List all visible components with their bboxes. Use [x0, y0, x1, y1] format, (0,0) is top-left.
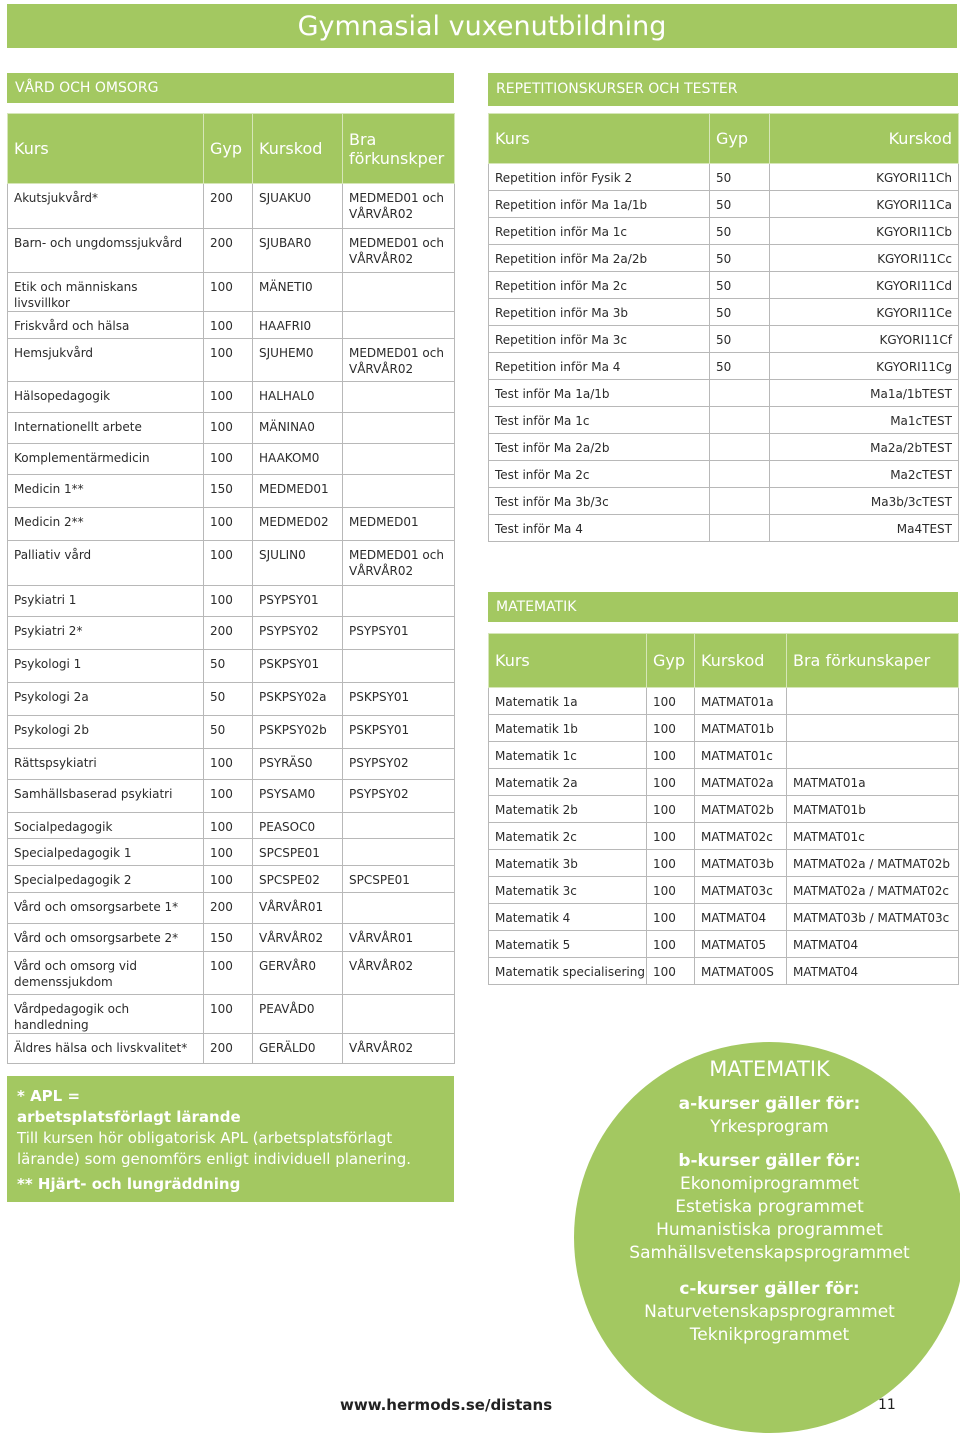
table-row: [489, 931, 959, 958]
table-cell: PSYPSY02: [343, 780, 455, 813]
table-cell: MATMAT03b / MATMAT03c: [787, 904, 959, 931]
section-header-repetitionskurser: [488, 73, 958, 106]
table-cell: [787, 742, 959, 769]
table-cell: Medicin 1**: [8, 475, 204, 508]
table-cell: 100: [204, 780, 253, 813]
table-row: [8, 413, 455, 444]
table-cell: Matematik 1a: [489, 688, 647, 715]
table-cell: KGYORI11Cb: [770, 218, 959, 245]
table-row: [8, 650, 455, 683]
table-cell: Test inför Ma 3b/3c: [489, 488, 710, 515]
circle-group-a: [574, 1093, 960, 1139]
table-cell: 100: [204, 382, 253, 413]
table-cell: GERÄLD0: [253, 1034, 343, 1064]
table-cell: 100: [647, 904, 695, 931]
table-cell: 100: [647, 931, 695, 958]
table-cell: [710, 515, 770, 542]
table-cell: Test inför Ma 2c: [489, 461, 710, 488]
circle-group-item: Teknikprogrammet: [689, 1325, 850, 1345]
table-row: [489, 488, 959, 515]
table-header-row: [8, 114, 455, 184]
circle-group-label: c-kurser gäller för:: [679, 1279, 860, 1299]
table-cell: Ma1cTEST: [770, 407, 959, 434]
table-cell: [343, 839, 455, 866]
table-row: [489, 850, 959, 877]
table-cell: PSYRÄS0: [253, 749, 343, 780]
table-cell: SJUBAR0: [253, 229, 343, 273]
table-cell: Test inför Ma 2a/2b: [489, 434, 710, 461]
section-header-vard-och-omsorg: [7, 73, 454, 103]
table-row: [8, 866, 455, 893]
table-row: [489, 688, 959, 715]
table-cell: [343, 475, 455, 508]
table-cell: MÄNETI0: [253, 273, 343, 312]
table-row: [8, 382, 455, 413]
table-cell: [343, 995, 455, 1034]
table-cell: Test inför Ma 4: [489, 515, 710, 542]
table-cell: 100: [204, 813, 253, 839]
table-cell: VÅRVÅR01: [253, 893, 343, 924]
table-cell: KGYORI11Ca: [770, 191, 959, 218]
table-cell: [343, 586, 455, 617]
table-cell: HAAFRI0: [253, 312, 343, 339]
table-cell: Samhällsbaserad psykiatri: [8, 780, 204, 813]
matematik-table: [488, 633, 959, 985]
table-row: [489, 515, 959, 542]
table-row: [8, 444, 455, 475]
column-header-gyp: Gyp: [204, 114, 253, 184]
matematik-info-circle: [574, 1042, 960, 1433]
table-row: [8, 813, 455, 839]
table-cell: MÄNINA0: [253, 413, 343, 444]
table-cell: 200: [204, 893, 253, 924]
table-cell: Hemsjukvård: [8, 339, 204, 382]
table-cell: Repetition inför Ma 4: [489, 353, 710, 380]
table-cell: Socialpedagogik: [8, 813, 204, 839]
table-cell: Medicin 2**: [8, 508, 204, 541]
table-cell: Matematik 3b: [489, 850, 647, 877]
page-number: 11: [878, 1397, 896, 1413]
table-cell: [343, 893, 455, 924]
circle-group-b: [574, 1150, 960, 1265]
table-cell: PSYPSY02: [253, 617, 343, 650]
table-row: [489, 434, 959, 461]
table-cell: 100: [647, 796, 695, 823]
table-row: [489, 769, 959, 796]
table-cell: Hälsopedagogik: [8, 382, 204, 413]
apl-note-line: lärande) som genomförs enligt individuell planering.: [17, 1150, 411, 1168]
table-row: [489, 191, 959, 218]
table-cell: VÅRVÅR02: [343, 952, 455, 995]
table-cell: Ma1a/1bTEST: [770, 380, 959, 407]
table-row: [489, 715, 959, 742]
column-header-gyp: Gyp: [647, 634, 695, 688]
table-cell: Repetition inför Ma 2a/2b: [489, 245, 710, 272]
table-cell: Psykiatri 1: [8, 586, 204, 617]
table-row: [8, 1034, 455, 1064]
table-cell: 200: [204, 184, 253, 229]
table-cell: PSKPSY02b: [253, 716, 343, 749]
table-cell: Test inför Ma 1c: [489, 407, 710, 434]
table-cell: MATMAT01a: [695, 688, 787, 715]
table-row: [489, 218, 959, 245]
table-row: [489, 407, 959, 434]
table-cell: MATMAT01b: [695, 715, 787, 742]
table-cell: Vård och omsorgsarbete 1*: [8, 893, 204, 924]
table-row: [8, 475, 455, 508]
table-cell: 50: [710, 299, 770, 326]
apl-note-line: arbetsplatsförlagt lärande: [17, 1108, 241, 1126]
table-row: [8, 893, 455, 924]
table-cell: Repetition inför Fysik 2: [489, 164, 710, 191]
table-cell: 100: [204, 995, 253, 1034]
apl-note-line: * APL =: [17, 1087, 81, 1105]
table-cell: Psykologi 2b: [8, 716, 204, 749]
table-cell: MATMAT03b: [695, 850, 787, 877]
table-row: [489, 245, 959, 272]
table-cell: 50: [710, 191, 770, 218]
table-cell: 50: [710, 326, 770, 353]
table-cell: 150: [204, 924, 253, 952]
table-cell: MEDMED01: [253, 475, 343, 508]
table-row: [8, 995, 455, 1034]
table-cell: Etik och människans livsvillkor: [8, 273, 204, 312]
table-cell: MATMAT02a / MATMAT02b: [787, 850, 959, 877]
circle-group-label: a-kurser gäller för:: [678, 1094, 861, 1114]
table-cell: MATMAT04: [787, 931, 959, 958]
table-cell: [710, 488, 770, 515]
table-row: [8, 184, 455, 229]
table-cell: 50: [204, 716, 253, 749]
table-cell: 100: [647, 877, 695, 904]
table-cell: [343, 382, 455, 413]
table-cell: [710, 407, 770, 434]
table-row: [489, 326, 959, 353]
table-cell: MATMAT04: [695, 904, 787, 931]
table-cell: MATMAT02a / MATMAT02c: [787, 877, 959, 904]
table-cell: Matematik specialisering: [489, 958, 647, 985]
circle-group-c: [574, 1278, 960, 1347]
table-cell: Vårdpedagogik och handledning: [8, 995, 204, 1034]
table-cell: SJULIN0: [253, 541, 343, 586]
table-row: [8, 273, 455, 312]
apl-note: [7, 1076, 454, 1202]
table-cell: MATMAT02c: [695, 823, 787, 850]
table-cell: Ma2cTEST: [770, 461, 959, 488]
table-cell: Matematik 2a: [489, 769, 647, 796]
table-cell: VÅRVÅR02: [343, 1034, 455, 1064]
table-cell: Matematik 5: [489, 931, 647, 958]
table-cell: SJUAKU0: [253, 184, 343, 229]
table-header-row: [489, 634, 959, 688]
table-row: [8, 716, 455, 749]
table-cell: 100: [204, 444, 253, 475]
table-cell: PSYPSY01: [253, 586, 343, 617]
table-cell: 50: [710, 218, 770, 245]
table-row: [8, 541, 455, 586]
table-cell: Repetition inför Ma 1c: [489, 218, 710, 245]
circle-title: MATEMATIK: [709, 1057, 830, 1081]
table-cell: 100: [647, 742, 695, 769]
circle-group-item: Humanistiska programmet: [656, 1220, 883, 1240]
table-cell: 100: [204, 866, 253, 893]
table-cell: KGYORI11Cf: [770, 326, 959, 353]
table-cell: KGYORI11Cc: [770, 245, 959, 272]
table-cell: MEDMED01: [343, 508, 455, 541]
circle-group-item: Yrkesprogram: [710, 1117, 829, 1137]
table-row: [8, 229, 455, 273]
table-cell: 100: [647, 769, 695, 796]
table-cell: PSKPSY01: [253, 650, 343, 683]
table-row: [489, 353, 959, 380]
table-cell: Palliativ vård: [8, 541, 204, 586]
table-cell: 100: [647, 850, 695, 877]
title-banner: [7, 4, 957, 48]
table-cell: 100: [647, 958, 695, 985]
table-row: [8, 586, 455, 617]
table-cell: Barn- och ungdomssjukvård: [8, 229, 204, 273]
table-row: [8, 617, 455, 650]
table-cell: Repetition inför Ma 3b: [489, 299, 710, 326]
table-cell: PEASOC0: [253, 813, 343, 839]
table-row: [8, 339, 455, 382]
column-header-gyp: Gyp: [710, 114, 770, 164]
table-row: [489, 877, 959, 904]
circle-group-item: Ekonomiprogrammet: [679, 1174, 860, 1194]
table-cell: PSKPSY01: [343, 683, 455, 716]
table-cell: 100: [204, 749, 253, 780]
table-cell: SPCSPE01: [253, 839, 343, 866]
section-title: MATEMATIK: [496, 599, 577, 615]
table-cell: 150: [204, 475, 253, 508]
table-cell: MEDMED01 och VÅRVÅR02: [343, 541, 455, 586]
table-cell: GERVÅR0: [253, 952, 343, 995]
table-row: [8, 683, 455, 716]
table-cell: KGYORI11Ce: [770, 299, 959, 326]
table-cell: 50: [710, 353, 770, 380]
table-cell: 100: [204, 952, 253, 995]
table-cell: [343, 444, 455, 475]
table-cell: MATMAT02b: [695, 796, 787, 823]
table-cell: 100: [204, 339, 253, 382]
table-cell: [787, 715, 959, 742]
table-row: [8, 508, 455, 541]
table-cell: Matematik 4: [489, 904, 647, 931]
column-header-forkunskaper: Bra förkunskaper: [787, 634, 959, 688]
table-cell: PSYPSY01: [343, 617, 455, 650]
table-cell: MEDMED01 och VÅRVÅR02: [343, 339, 455, 382]
table-cell: Vård och omsorgsarbete 2*: [8, 924, 204, 952]
table-cell: Test inför Ma 1a/1b: [489, 380, 710, 407]
circle-group-label: b-kurser gäller för:: [678, 1151, 861, 1171]
table-cell: [343, 413, 455, 444]
table-cell: SJUHEM0: [253, 339, 343, 382]
section-header-matematik: [488, 592, 958, 622]
table-cell: Repetition inför Ma 3c: [489, 326, 710, 353]
table-row: [489, 958, 959, 985]
table-cell: Ma2a/2bTEST: [770, 434, 959, 461]
table-cell: MATMAT01c: [695, 742, 787, 769]
table-cell: Internationellt arbete: [8, 413, 204, 444]
table-cell: 100: [204, 541, 253, 586]
table-cell: [710, 434, 770, 461]
column-header-kurskod: Kurskod: [770, 114, 959, 164]
table-cell: KGYORI11Ch: [770, 164, 959, 191]
table-cell: MATMAT01b: [787, 796, 959, 823]
table-cell: MATMAT04: [787, 958, 959, 985]
table-cell: MEDMED01 och VÅRVÅR02: [343, 184, 455, 229]
table-cell: 100: [647, 688, 695, 715]
page-title: Gymnasial vuxenutbildning: [297, 11, 667, 42]
table-cell: Friskvård och hälsa: [8, 312, 204, 339]
table-cell: 100: [204, 312, 253, 339]
column-header-kurskod: Kurskod: [253, 114, 343, 184]
table-cell: Ma4TEST: [770, 515, 959, 542]
table-cell: HALHAL0: [253, 382, 343, 413]
table-cell: Matematik 3c: [489, 877, 647, 904]
table-row: [489, 380, 959, 407]
table-row: [489, 796, 959, 823]
table-cell: Matematik 2c: [489, 823, 647, 850]
column-header-kurs: Kurs: [489, 114, 710, 164]
table-row: [489, 904, 959, 931]
apl-note-line: Till kursen hör obligatorisk APL (arbetsplatsförlagt: [17, 1129, 393, 1147]
table-cell: VÅRVÅR01: [343, 924, 455, 952]
table-cell: 100: [204, 839, 253, 866]
table-cell: [787, 688, 959, 715]
table-cell: PEAVÅD0: [253, 995, 343, 1034]
table-cell: VÅRVÅR02: [253, 924, 343, 952]
table-cell: Psykologi 1: [8, 650, 204, 683]
table-cell: Specialpedagogik 2: [8, 866, 204, 893]
circle-group-item: Naturvetenskapsprogrammet: [644, 1302, 895, 1322]
table-cell: HAAKOM0: [253, 444, 343, 475]
table-cell: MATMAT03c: [695, 877, 787, 904]
table-cell: PSKPSY01: [343, 716, 455, 749]
table-cell: 50: [204, 683, 253, 716]
table-cell: Matematik 1b: [489, 715, 647, 742]
table-cell: MATMAT00S: [695, 958, 787, 985]
footer-url[interactable]: www.hermods.se/distans: [340, 1396, 553, 1414]
table-cell: 200: [204, 1034, 253, 1064]
table-cell: [710, 461, 770, 488]
table-cell: [343, 650, 455, 683]
repetition-table: [488, 113, 959, 542]
circle-group-item: Estetiska programmet: [675, 1197, 864, 1217]
table-row: [8, 312, 455, 339]
table-cell: MEDMED01 och VÅRVÅR02: [343, 229, 455, 273]
table-cell: SPCSPE02: [253, 866, 343, 893]
table-cell: [343, 273, 455, 312]
table-cell: Komplementärmedicin: [8, 444, 204, 475]
table-cell: Psykologi 2a: [8, 683, 204, 716]
table-cell: PSYSAM0: [253, 780, 343, 813]
table-cell: 100: [204, 586, 253, 617]
table-cell: 100: [647, 715, 695, 742]
table-header-row: [489, 114, 959, 164]
table-cell: [343, 813, 455, 839]
column-header-kurs: Kurs: [8, 114, 204, 184]
table-cell: [710, 380, 770, 407]
table-cell: 50: [710, 245, 770, 272]
table-cell: PSKPSY02a: [253, 683, 343, 716]
vard-och-omsorg-table: [7, 113, 455, 1064]
table-cell: SPCSPE01: [343, 866, 455, 893]
table-cell: MEDMED02: [253, 508, 343, 541]
table-row: [489, 272, 959, 299]
apl-note-line: ** Hjärt- och lungräddning: [17, 1175, 241, 1193]
table-cell: Repetition inför Ma 2c: [489, 272, 710, 299]
table-cell: MATMAT02a: [695, 769, 787, 796]
circle-group-item: Samhällsvetenskapsprogrammet: [629, 1243, 910, 1263]
table-row: [8, 749, 455, 780]
table-cell: Vård och omsorg vid demenssjukdom: [8, 952, 204, 995]
table-row: [8, 839, 455, 866]
table-cell: MATMAT01a: [787, 769, 959, 796]
column-header-forkunskaper: Bra förkunskper: [343, 114, 455, 184]
table-row: [8, 924, 455, 952]
table-cell: 200: [204, 229, 253, 273]
table-cell: KGYORI11Cg: [770, 353, 959, 380]
table-row: [8, 952, 455, 995]
table-cell: Äldres hälsa och livskvalitet*: [8, 1034, 204, 1064]
section-title: REPETITIONSKURSER OCH TESTER: [496, 81, 738, 97]
table-row: [489, 299, 959, 326]
table-cell: Akutsjukvård*: [8, 184, 204, 229]
table-cell: 100: [204, 273, 253, 312]
table-cell: Matematik 2b: [489, 796, 647, 823]
table-cell: 200: [204, 617, 253, 650]
column-header-kurskod: Kurskod: [695, 634, 787, 688]
table-cell: PSYPSY02: [343, 749, 455, 780]
table-cell: 50: [710, 272, 770, 299]
table-cell: Rättspsykiatri: [8, 749, 204, 780]
table-row: [489, 823, 959, 850]
column-header-kurs: Kurs: [489, 634, 647, 688]
table-cell: 50: [204, 650, 253, 683]
table-row: [489, 461, 959, 488]
table-cell: Psykiatri 2*: [8, 617, 204, 650]
table-row: [8, 780, 455, 813]
table-cell: 100: [647, 823, 695, 850]
table-row: [489, 742, 959, 769]
table-row: [489, 164, 959, 191]
table-cell: [343, 312, 455, 339]
table-cell: Matematik 1c: [489, 742, 647, 769]
section-title: VÅRD OCH OMSORG: [15, 80, 159, 96]
table-cell: MATMAT05: [695, 931, 787, 958]
table-cell: Ma3b/3cTEST: [770, 488, 959, 515]
table-cell: KGYORI11Cd: [770, 272, 959, 299]
table-cell: Specialpedagogik 1: [8, 839, 204, 866]
table-cell: MATMAT01c: [787, 823, 959, 850]
table-cell: Repetition inför Ma 1a/1b: [489, 191, 710, 218]
table-cell: 50: [710, 164, 770, 191]
table-cell: 100: [204, 413, 253, 444]
table-cell: 100: [204, 508, 253, 541]
